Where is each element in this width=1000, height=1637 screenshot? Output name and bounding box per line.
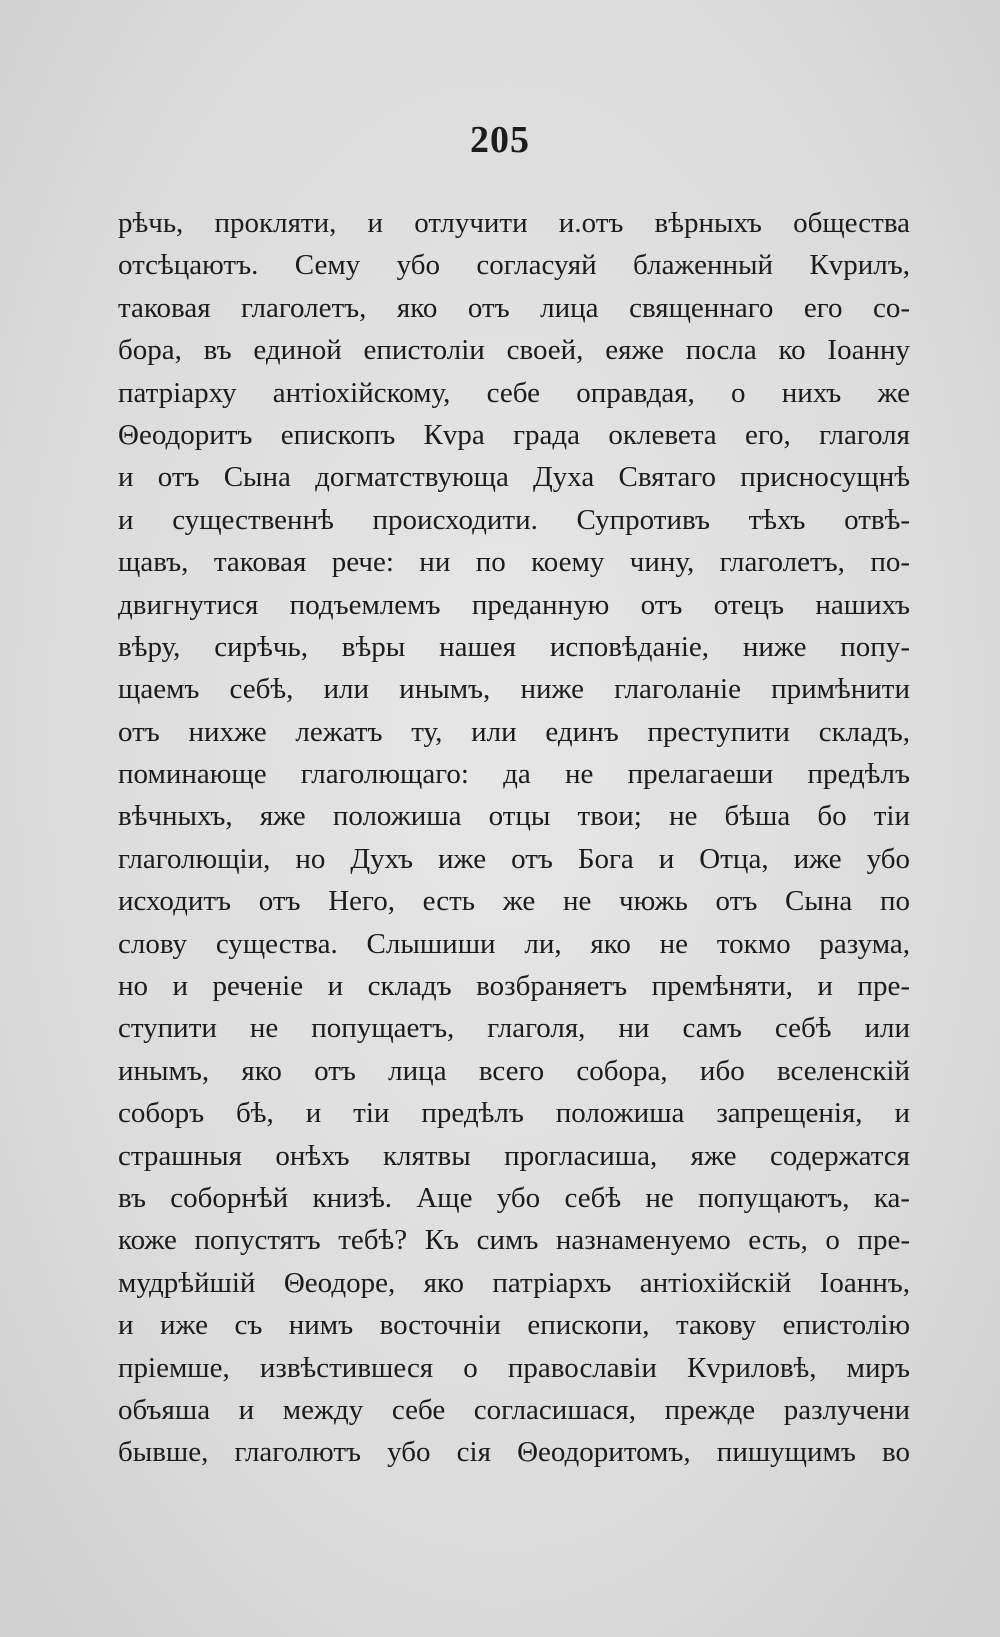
text-line: страшныя онѣхъ клятвы прогласиша, яже содержатся bbox=[118, 1139, 910, 1172]
text-line: бора, въ единой епистоліи своей, еяже посла ко Іоанну bbox=[118, 334, 910, 367]
text-line: щаемъ себѣ, или инымъ, ниже глаголаніе примѣнити bbox=[118, 673, 910, 706]
text-line: и существеннѣ происходити. Супротивъ тѣхъ отвѣ- bbox=[118, 503, 910, 536]
text-line: рѣчь, прокляти, и отлучити и.отъ вѣрныхъ общества bbox=[118, 207, 910, 239]
text-line: слову существа. Слышиши ли, яко не токмо разума, bbox=[118, 927, 910, 960]
text-line: глаголющіи, но Духъ иже отъ Бога и Отца, иже убо bbox=[118, 842, 910, 875]
text-line: исходитъ отъ Него, есть же не чюжь отъ Сына по bbox=[118, 885, 910, 918]
text-line: отсѣцаютъ. Сему убо согласуяй блаженный Кvрилъ, bbox=[118, 249, 910, 282]
text-line: отъ нихже лежатъ ту, или единъ преступити складъ, bbox=[118, 715, 910, 748]
text-line: Θеодоритъ епископъ Кvра града оклевета его, глаголя bbox=[118, 418, 910, 451]
text-line: объяша и между себе согласишася, прежде разлучени bbox=[118, 1393, 910, 1426]
text-line: но и реченіе и складъ возбраняетъ премѣняти, и пре- bbox=[118, 970, 910, 1003]
text-line: въ соборнѣй книзѣ. Аще убо себѣ не попущаютъ, ка- bbox=[118, 1181, 910, 1214]
page-number: 205 bbox=[470, 119, 530, 161]
text-line: патріарху антіохійскому, себе оправдая, о нихъ же bbox=[118, 376, 910, 409]
body-text bbox=[118, 202, 910, 1474]
text-line: пріемше, извѣстившеся о православіи Кvриловѣ, миръ bbox=[118, 1351, 910, 1384]
text-line: мудрѣйшій Θеодоре, яко патріархъ антіохійскій Іоаннъ, bbox=[118, 1266, 910, 1299]
text-line: и иже съ нимъ восточніи епископи, такову епистолію bbox=[118, 1309, 910, 1342]
text-line: щавъ, таковая рече: ни по коему чину, глаголетъ, по- bbox=[118, 546, 910, 579]
text-line: коже попустятъ тебѣ? Къ симъ назнаменуемо есть, о пре- bbox=[118, 1224, 910, 1257]
text-line: двигнутися подъемлемъ преданную отъ отецъ нашихъ bbox=[118, 588, 910, 621]
text-line: таковая глаголетъ, яко отъ лица священнаго его со- bbox=[118, 291, 910, 324]
text-line: бывше, глаголютъ убо сія Θеодоритомъ, пишущимъ во bbox=[118, 1436, 910, 1469]
text-line: соборъ бѣ, и тіи предѣлъ положиша запрещенія, и bbox=[118, 1097, 910, 1130]
text-line: вѣру, сирѣчь, вѣры нашея исповѣданіе, ниже попу- bbox=[118, 630, 910, 663]
text-line: вѣчныхъ, яже положиша отцы твои; не бѣша бо тіи bbox=[118, 800, 910, 833]
text-line: инымъ, яко отъ лица всего собора, ибо вселенскій bbox=[118, 1054, 910, 1087]
text-line: поминающе глаголющаго: да не прелагаеши предѣлъ bbox=[118, 758, 910, 791]
text-line: и отъ Сына догматствующа Духа Святаго присносущнѣ bbox=[118, 461, 910, 494]
text-line: ступити не попущаетъ, глаголя, ни самъ себѣ или bbox=[118, 1012, 910, 1045]
